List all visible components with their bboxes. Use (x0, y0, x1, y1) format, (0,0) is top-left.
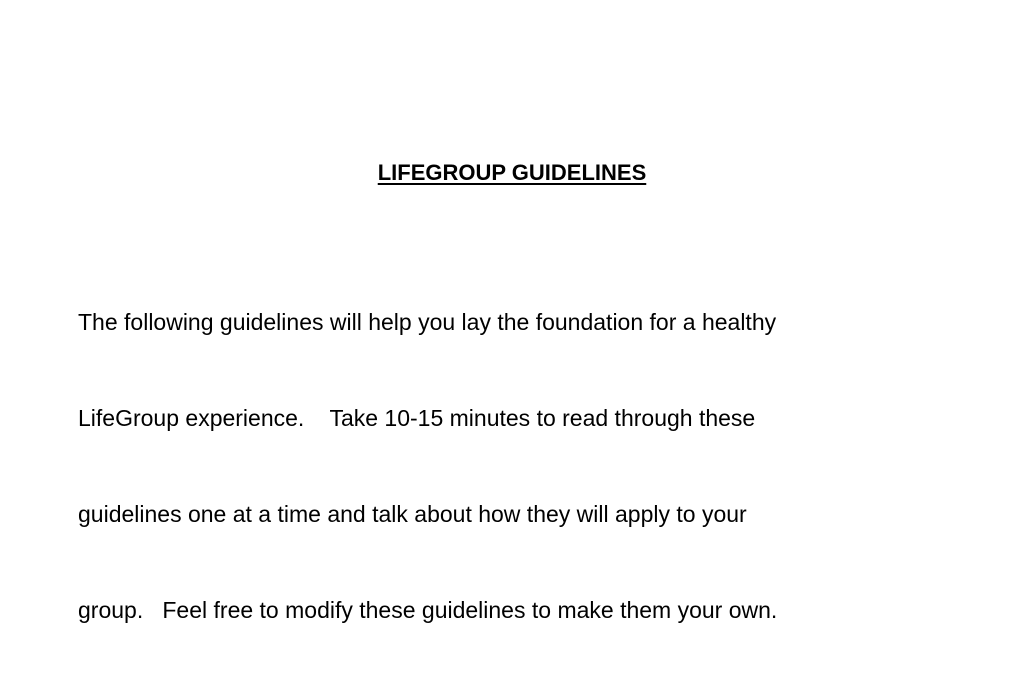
slide-body (78, 242, 948, 690)
body-line: group. Feel free to modify these guidelines to make them your own. (78, 597, 778, 623)
slide-title: LIFEGROUP GUIDELINES (377, 160, 647, 185)
body-line: The following guidelines will help you lay the foundation for a healthy (78, 309, 777, 335)
body-line: guidelines one at a time and talk about how they will apply to your (78, 501, 747, 527)
body-line: LifeGroup experience. Take 10-15 minutes to read through these (78, 405, 756, 431)
